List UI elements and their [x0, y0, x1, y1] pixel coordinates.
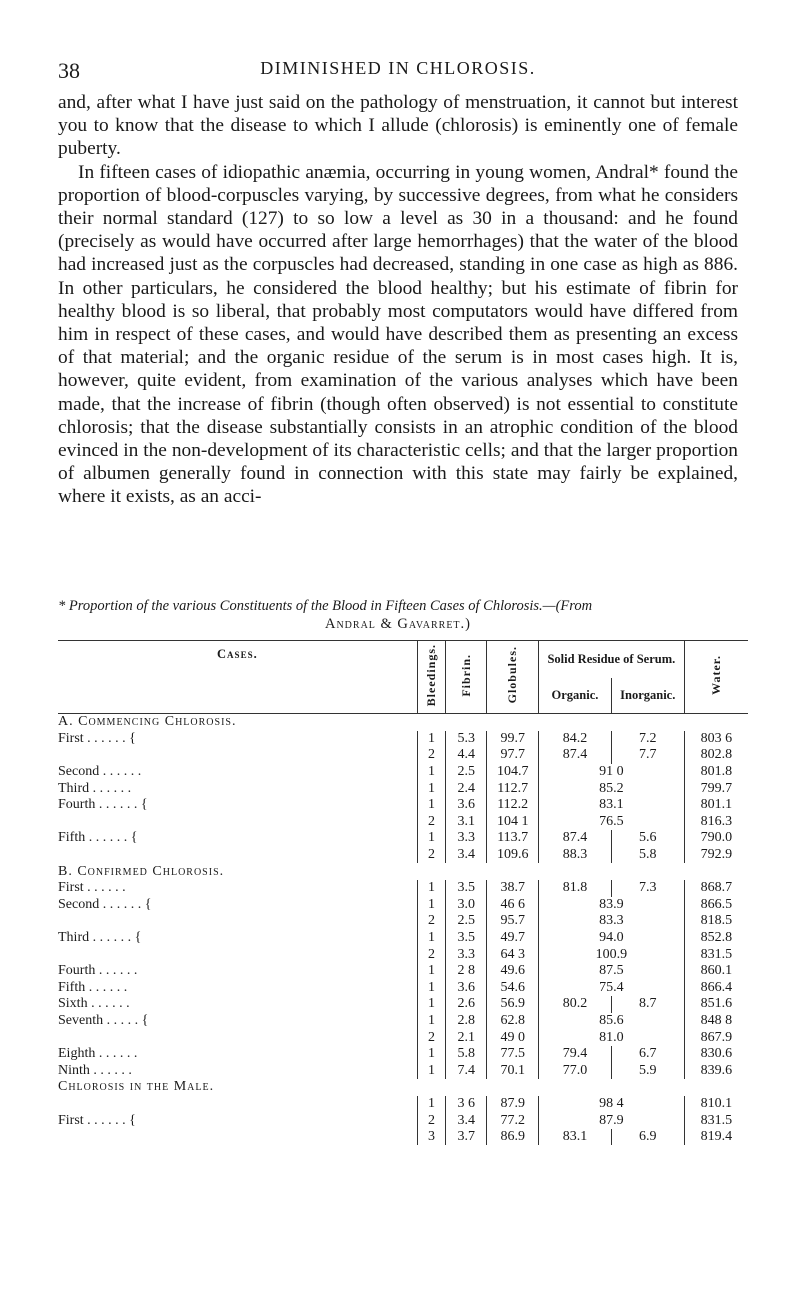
section-heading: B. Confirmed Chlorosis. [58, 863, 225, 879]
organic-cell: 83.1 [562, 1129, 588, 1145]
fibrin-cell: 3.7 [446, 1129, 487, 1146]
table-header-row [58, 641, 748, 679]
header-water: Water. [708, 655, 723, 695]
bleeding-cell: 1 [417, 963, 445, 980]
globules-cell: 56.9 [487, 996, 539, 1013]
case-name [58, 814, 417, 831]
water-cell: 818.5 [700, 913, 733, 929]
solid-residue-cell: 98 4 [539, 1096, 685, 1113]
solid-residue-cell: 85.2 [539, 780, 685, 797]
table-row [58, 1046, 748, 1063]
case-name [58, 913, 417, 930]
case-name [58, 946, 417, 963]
case-name: Fourth . . . . . . [58, 963, 138, 979]
water-cell: 792.9 [700, 847, 733, 863]
globules-cell: 112.2 [487, 797, 539, 814]
fibrin-cell: 4.4 [446, 747, 487, 764]
organic-cell: 77.0 [562, 1062, 588, 1078]
fibrin-cell: 3.6 [446, 797, 487, 814]
water-cell: 867.9 [700, 1029, 733, 1045]
inorganic-cell: 8.7 [611, 996, 684, 1013]
globules-cell: 64 3 [487, 946, 539, 963]
globules-cell: 97.7 [487, 747, 539, 764]
solid-residue-cell: 87.9 [539, 1112, 685, 1129]
bleeding-cell: 1 [417, 980, 445, 997]
bleeding-cell: 2 [417, 747, 445, 764]
inorganic-cell: 7.3 [611, 880, 684, 897]
globules-cell: 49.7 [487, 930, 539, 947]
globules-cell: 109.6 [487, 847, 539, 864]
water-cell: 851.6 [700, 996, 733, 1012]
table-row [58, 797, 748, 814]
globules-cell: 70.1 [487, 1062, 539, 1079]
table-row [58, 830, 748, 847]
water-cell: 801.1 [700, 797, 733, 813]
globules-cell: 49 0 [487, 1029, 539, 1046]
globules-cell: 104.7 [487, 764, 539, 781]
water-cell: 810.1 [700, 1095, 733, 1111]
header-solid-residue: Solid Residue of Serum. [539, 641, 685, 679]
water-cell: 866.5 [700, 896, 733, 912]
solid-residue-cell: 94.0 [539, 930, 685, 947]
organic-cell: 88.3 [562, 847, 588, 863]
fibrin-cell: 3.3 [446, 946, 487, 963]
case-name: First . . . . . . { [58, 730, 136, 746]
chlorosis-table [58, 640, 748, 1145]
paragraph-2: In fifteen cases of idiopathic anæmia, occurring in young women, Andral* found the proportion of blood-corpuscles varying, by successive degrees, from what he considers their normal standard (127) to so low a level as 30 in a thousand: and he found (precisely as would have occurred after large hemorrhages) that the water of the blood had increased just as the corpuscles had decreased, standing in one case as high as 886. In other particulars, he considered the blood healthy; but his estimate of fibrin for healthy blood is so liberal, that probably most computators would have differed from him in respect of these cases, and would have described them as presenting an excess of that material; and the organic residue of the serum is in most cases high. It is, however, quite evident, from examination of the various analyses which have been made, that the increase of fibrin (though often observed) is not essential to constitute chlorosis; that the disease substantially consists in an atrophic condition of the blood evinced in the non-development of its characteristic cells; and that the larger proportion of albumen generally found in connection with this state may fairly be explained, where it exists, as an acci- [58, 161, 738, 508]
solid-residue-cell: 83.1 [539, 797, 685, 814]
globules-cell: 87.9 [487, 1096, 539, 1113]
case-name [58, 1096, 417, 1113]
fibrin-cell: 2.5 [446, 913, 487, 930]
globules-cell: 99.7 [487, 731, 539, 748]
fibrin-cell: 2.1 [446, 1029, 487, 1046]
case-name: Second . . . . . . [58, 764, 142, 780]
solid-residue-cell: 91 0 [539, 764, 685, 781]
fibrin-cell: 3.6 [446, 980, 487, 997]
case-name [58, 847, 417, 864]
water-cell: 866.4 [700, 979, 733, 995]
table-row [58, 880, 748, 897]
globules-cell: 46 6 [487, 897, 539, 914]
table-row [58, 764, 748, 781]
inorganic-cell: 6.7 [611, 1046, 684, 1063]
case-name: First . . . . . . { [58, 1112, 136, 1128]
water-cell: 799.7 [700, 780, 733, 796]
water-cell: 848 8 [700, 1012, 733, 1028]
globules-cell: 113.7 [487, 830, 539, 847]
bleeding-cell: 1 [417, 880, 445, 897]
case-name [58, 1029, 417, 1046]
fibrin-cell: 7.4 [446, 1062, 487, 1079]
fibrin-cell: 3.0 [446, 897, 487, 914]
globules-cell: 86.9 [487, 1129, 539, 1146]
solid-residue-cell: 87.5 [539, 963, 685, 980]
bleeding-cell: 1 [417, 996, 445, 1013]
table-row [58, 1129, 748, 1146]
solid-residue-cell: 85.6 [539, 1013, 685, 1030]
water-cell: 830.6 [700, 1046, 733, 1062]
case-name: Seventh . . . . . { [58, 1012, 149, 1028]
inorganic-cell: 7.7 [611, 747, 684, 764]
header-fibrin: Fibrin. [446, 641, 487, 714]
header-globules: Globules. [487, 641, 539, 714]
organic-cell: 87.4 [562, 747, 588, 763]
organic-cell: 84.2 [562, 730, 588, 746]
inorganic-cell: 5.8 [611, 847, 684, 864]
solid-residue-cell: 83.9 [539, 897, 685, 914]
fibrin-cell: 3 6 [446, 1096, 487, 1113]
organic-cell: 81.8 [562, 880, 588, 896]
fibrin-cell: 3.4 [446, 847, 487, 864]
water-cell: 790.0 [700, 830, 733, 846]
case-name [58, 1129, 417, 1146]
footnote-title [58, 597, 738, 633]
globules-cell: 49.6 [487, 963, 539, 980]
table-row [58, 1029, 748, 1046]
inorganic-cell: 7.2 [611, 731, 684, 748]
organic-cell: 80.2 [562, 996, 588, 1012]
footnote-mark: * [58, 598, 66, 614]
globules-cell: 62.8 [487, 1013, 539, 1030]
table-row [58, 946, 748, 963]
table-row [58, 780, 748, 797]
bleeding-cell: 2 [417, 814, 445, 831]
water-cell: 831.5 [700, 1112, 733, 1128]
bleeding-cell: 1 [417, 830, 445, 847]
header-inorganic: Inorganic. [611, 678, 684, 713]
table-row [58, 963, 748, 980]
inorganic-cell: 6.9 [611, 1129, 684, 1146]
table-row [58, 747, 748, 764]
water-cell: 839.6 [700, 1062, 733, 1078]
section-heading: A. Commencing Chlorosis. [58, 714, 237, 730]
case-name: Eighth . . . . . . [58, 1046, 138, 1062]
bleeding-cell: 1 [417, 897, 445, 914]
solid-residue-cell: 81.0 [539, 1029, 685, 1046]
solid-residue-cell: 76.5 [539, 814, 685, 831]
case-name: Fourth . . . . . . { [58, 797, 148, 813]
globules-cell: 77.2 [487, 1112, 539, 1129]
table-row [58, 814, 748, 831]
fibrin-cell: 5.8 [446, 1046, 487, 1063]
bleeding-cell: 1 [417, 764, 445, 781]
fibrin-cell: 2.6 [446, 996, 487, 1013]
table-row [58, 996, 748, 1013]
solid-residue-cell: 83.3 [539, 913, 685, 930]
section-heading: Chlorosis in the Male. [58, 1079, 215, 1095]
bleeding-cell: 1 [417, 1046, 445, 1063]
footnote-title-text: Proportion of the various Constituents of the Blood in Fifteen Cases of Chlorosis.—(From [68, 598, 593, 614]
globules-cell: 54.6 [487, 980, 539, 997]
solid-residue-cell: 100.9 [539, 946, 685, 963]
water-cell: 816.3 [700, 813, 733, 829]
water-cell: 801.8 [700, 764, 733, 780]
water-cell: 831.5 [700, 946, 733, 962]
bleeding-cell: 1 [417, 780, 445, 797]
bleeding-cell: 2 [417, 847, 445, 864]
fibrin-cell: 5.3 [446, 731, 487, 748]
case-name: Third . . . . . . { [58, 930, 142, 946]
case-name: Fifth . . . . . . { [58, 830, 138, 846]
bleeding-cell: 2 [417, 913, 445, 930]
inorganic-cell: 5.9 [611, 1062, 684, 1079]
case-name: First . . . . . . [58, 880, 126, 896]
table-row [58, 1096, 748, 1113]
running-head: DIMINISHED IN CHLOROSIS. [260, 58, 536, 78]
fibrin-cell: 3.1 [446, 814, 487, 831]
bleeding-cell: 1 [417, 797, 445, 814]
footnote-authors: Andral & Gavarret.) [324, 616, 471, 632]
table-row [58, 847, 748, 864]
case-name: Ninth . . . . . . [58, 1062, 132, 1078]
table-row [58, 1062, 748, 1079]
inorganic-cell: 5.6 [611, 830, 684, 847]
table-row [58, 980, 748, 997]
fibrin-cell: 2.8 [446, 1013, 487, 1030]
header-bleedings: Bleedings. [417, 641, 445, 714]
fibrin-cell: 2 8 [446, 963, 487, 980]
globules-cell: 112.7 [487, 780, 539, 797]
bleeding-cell: 1 [417, 731, 445, 748]
header-cases: Cases. [217, 647, 258, 661]
organic-cell: 87.4 [562, 830, 588, 846]
case-name: Sixth . . . . . . [58, 996, 130, 1012]
solid-residue-cell: 75.4 [539, 980, 685, 997]
case-name [58, 747, 417, 764]
bleeding-cell: 1 [417, 930, 445, 947]
bleeding-cell: 1 [417, 1013, 445, 1030]
water-cell: 852.8 [700, 930, 733, 946]
water-cell: 860.1 [700, 963, 733, 979]
body-text [58, 91, 738, 509]
page-header [58, 58, 738, 82]
bleeding-cell: 2 [417, 1112, 445, 1129]
fibrin-cell: 3.4 [446, 1112, 487, 1129]
globules-cell: 95.7 [487, 913, 539, 930]
globules-cell: 104 1 [487, 814, 539, 831]
header-organic: Organic. [551, 688, 599, 703]
bleeding-cell: 1 [417, 1062, 445, 1079]
table-row [58, 913, 748, 930]
water-cell: 819.4 [700, 1129, 733, 1145]
water-cell: 803 6 [700, 730, 733, 746]
bleeding-cell: 3 [417, 1129, 445, 1146]
case-name: Second . . . . . . { [58, 896, 152, 912]
fibrin-cell: 2.4 [446, 780, 487, 797]
globules-cell: 77.5 [487, 1046, 539, 1063]
table-row [58, 1013, 748, 1030]
case-name: Fifth . . . . . . [58, 979, 128, 995]
case-name: Third . . . . . . [58, 780, 132, 796]
organic-cell: 79.4 [562, 1046, 588, 1062]
table-row [58, 1112, 748, 1129]
fibrin-cell: 3.3 [446, 830, 487, 847]
page-number: 38 [58, 58, 80, 83]
table-row [58, 731, 748, 748]
table-row [58, 930, 748, 947]
water-cell: 868.7 [700, 880, 733, 896]
bleeding-cell: 1 [417, 1096, 445, 1113]
water-cell: 802.8 [700, 747, 733, 763]
fibrin-cell: 2.5 [446, 764, 487, 781]
fibrin-cell: 3.5 [446, 930, 487, 947]
bleeding-cell: 2 [417, 946, 445, 963]
globules-cell: 38.7 [487, 880, 539, 897]
fibrin-cell: 3.5 [446, 880, 487, 897]
table-row [58, 897, 748, 914]
paragraph-1: and, after what I have just said on the pathology of menstruation, it cannot but interest you to know that the disease to which I allude (chlorosis) is eminently one of female puberty. [58, 92, 738, 160]
bleeding-cell: 2 [417, 1029, 445, 1046]
